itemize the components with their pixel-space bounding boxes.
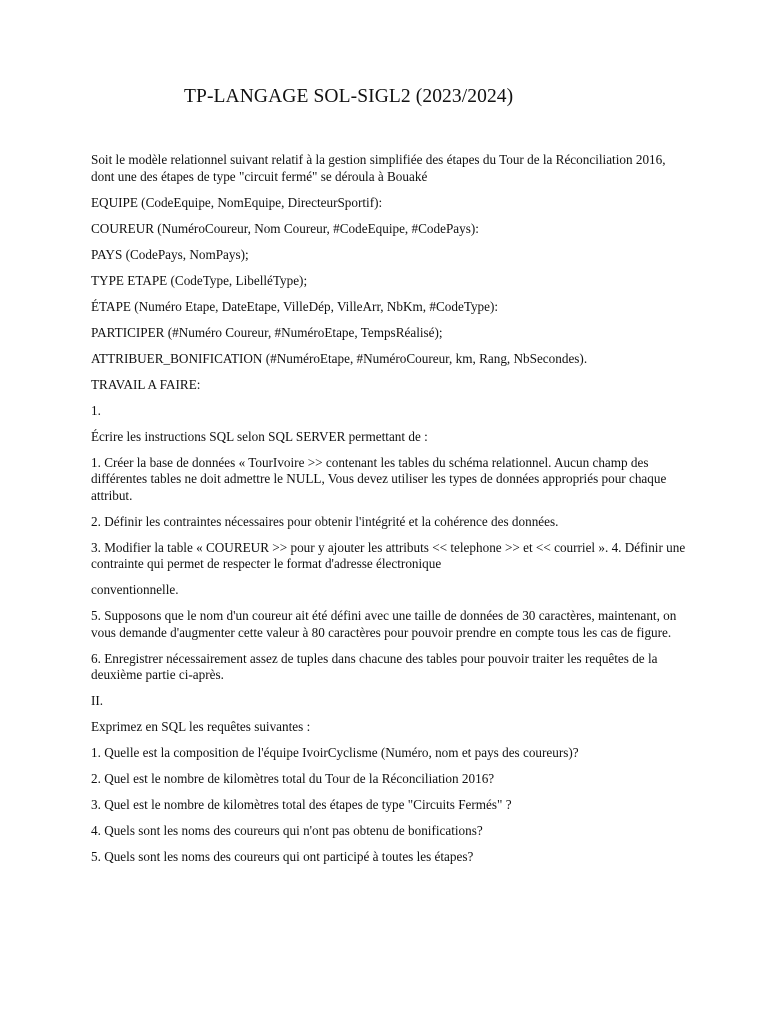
part-2-instructions: Exprimez en SQL les requêtes suivantes : [91,719,311,734]
schema-equipe: EQUIPE (CodeEquipe, NomEquipe, DirecteurSportif): [91,194,383,210]
part-number-1: 1. [91,402,101,418]
document-body [91,152,691,875]
task-4-continued: conventionnelle. [91,582,179,597]
task-3-4: 3. Modifier la table « COUREUR >> pour y ajouter les attributs << telephone >> et << courriel ». 4. Définir une contrainte qui permet de respecter le format d'adresse électronique [91,539,686,571]
schema-attribuer-bonification: ATTRIBUER_BONIFICATION (#NuméroEtape, #NuméroCoureur, km, Rang, NbSecondes). [91,350,588,366]
section-heading-travail: TRAVAIL A FAIRE: [91,376,201,392]
schema-coureur: COUREUR (NuméroCoureur, Nom Coureur, #CodeEquipe, #CodePays): [91,220,479,236]
page-title: TP-LANGAGE SOL-SIGL2 (2023/2024) [184,86,514,107]
schema-etape: ÉTAPE (Numéro Etape, DateEtape, VilleDép, VilleArr, NbKm, #CodeType): [91,298,499,314]
schema-pays: PAYS (CodePays, NomPays); [91,246,249,262]
task-1: 1. Créer la base de données « TourIvoire >> contenant les tables du schéma relationnel. Aucun champ des différentes tables ne doit admettre le NULL, Vous devez utiliser les types de données appropriés pour chaque attribut. [91,454,667,503]
task-2: 2. Définir les contraintes nécessaires pour obtenir l'intégrité et la cohérence des données. [91,513,559,529]
query-3: 3. Quel est le nombre de kilomètres total des étapes de type "Circuits Fermés" ? [91,797,512,812]
schema-participer: PARTICIPER (#Numéro Coureur, #NuméroEtape, TempsRéalisé); [91,324,443,340]
query-5: 5. Quels sont les noms des coureurs qui ont participé à toutes les étapes? [91,849,474,864]
intro-paragraph: Soit le modèle relationnel suivant relatif à la gestion simplifiée des étapes du Tour de la Réconciliation 2016, dont une des étapes de type "circuit fermé" se déroula à Bouaké [91,152,666,184]
query-2: 2. Quel est le nombre de kilomètres total du Tour de la Réconciliation 2016? [91,771,495,786]
query-1: 1. Quelle est la composition de l'équipe IvoirCyclisme (Numéro, nom et pays des coureurs)? [91,745,579,760]
part-number-2: II. [91,693,104,708]
part-1-instructions: Écrire les instructions SQL selon SQL SERVER permettant de : [91,428,428,444]
task-5: 5. Supposons que le nom d'un coureur ait été défini avec une taille de données de 30 caractères, maintenant, on vous demande d'augmenter cette valeur à 80 caractères pour pouvoir prendre en compte tous les cas de figure. [91,608,677,640]
query-4: 4. Quels sont les noms des coureurs qui n'ont pas obtenu de bonifications? [91,823,483,838]
schema-type-etape: TYPE ETAPE (CodeType, LibelléType); [91,272,308,288]
task-6: 6. Enregistrer nécessairement assez de tuples dans chacune des tables pour pouvoir traiter les requêtes de la deuxième partie ci-après. [91,650,658,682]
